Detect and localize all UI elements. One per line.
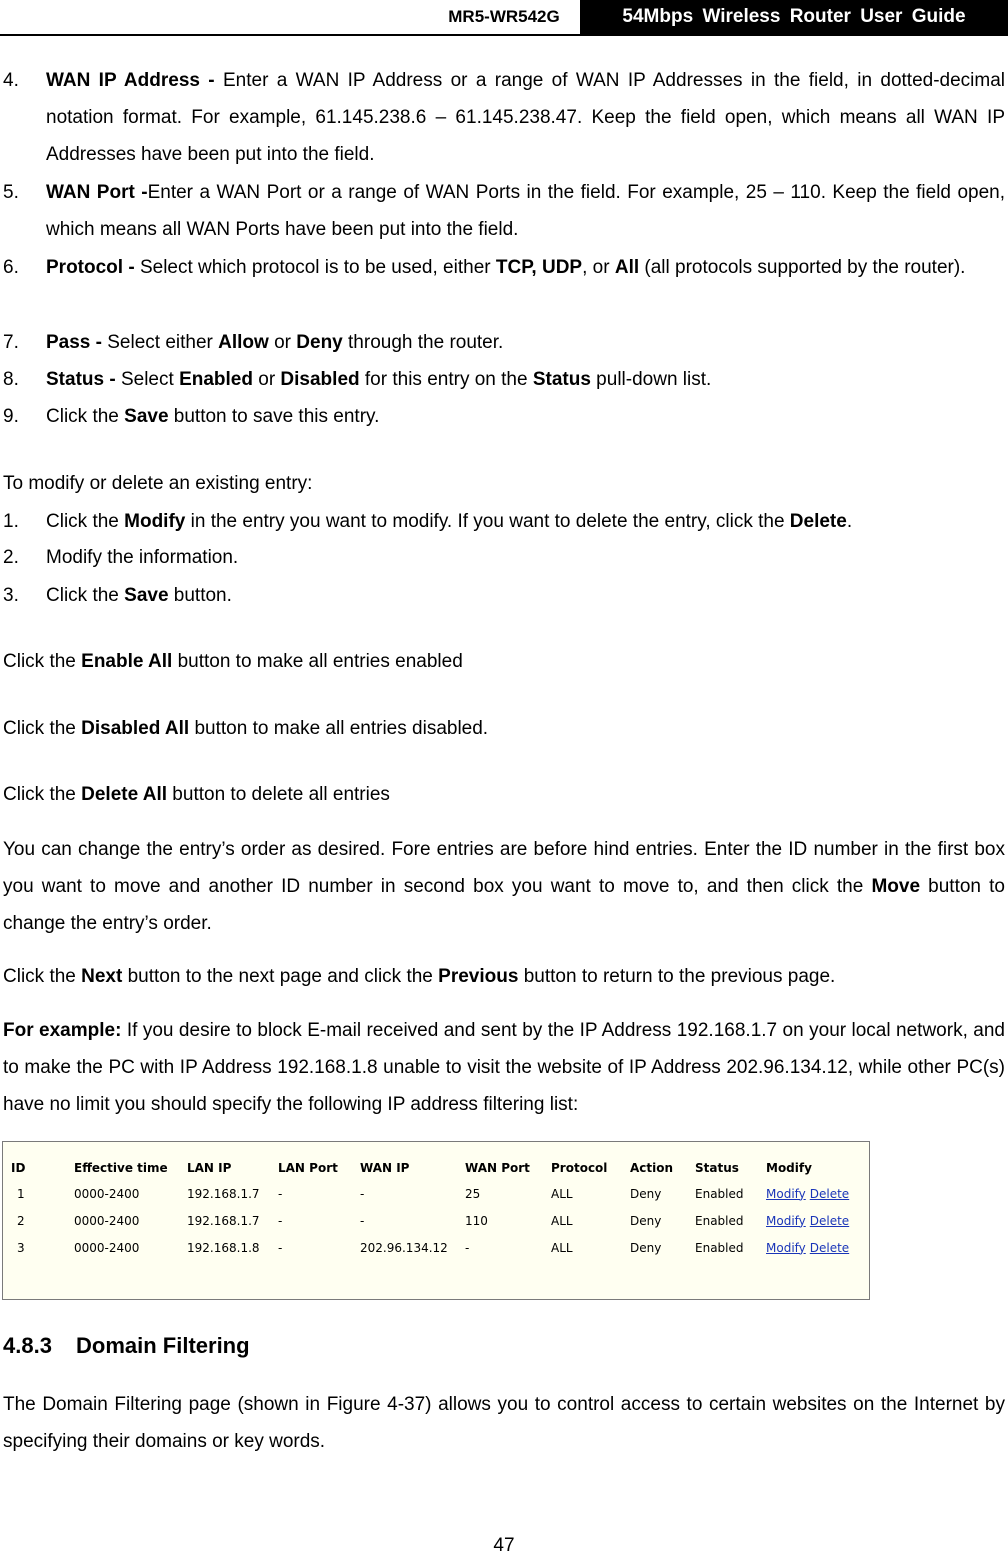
- model-name: MR5-WR542G: [448, 7, 560, 26]
- cell-modify: [766, 1207, 866, 1234]
- page-header: [0, 0, 1008, 36]
- col-status: Status: [695, 1161, 739, 1175]
- col-protocol: Protocol: [551, 1161, 608, 1175]
- col-id: ID: [11, 1161, 26, 1175]
- step-text: Click the Modify in the entry you want to modify. If you want to delete the entry, click the Delete.: [46, 511, 853, 532]
- table-header-row: [11, 1156, 866, 1180]
- cell-effective-time: 0000-2400: [74, 1240, 140, 1255]
- page-number: 47: [493, 1535, 515, 1556]
- cell-status: Enabled: [695, 1240, 744, 1255]
- step-text: WAN IP Address - Enter a WAN IP Address or a range of WAN IP Addresses in the field, in dotted-decimal notation format. For example, 61.145.238.6 – 61.145.238.47. Keep the field open, which means all WAN IP Addresses have been put into the field.: [46, 70, 1006, 165]
- cell-action: Deny: [630, 1240, 662, 1255]
- col-wan-port: WAN Port: [465, 1161, 530, 1175]
- ip-filter-table: [11, 1156, 866, 1261]
- cell-modify: [766, 1180, 866, 1207]
- example-para: For example: If you desire to block E-mail received and sent by the IP Address 192.168.1.7 on your local network, and to make the PC with IP Address 192.168.1.8 unable to visit the website of IP Address 202.96.134.12, while other PC(s) have no limit you should specify the following IP address filtering list:: [3, 1020, 1005, 1115]
- modify-intro: To modify or delete an existing entry:: [3, 473, 313, 494]
- cell-id: 2: [17, 1213, 25, 1228]
- delete-link[interactable]: Delete: [809, 1213, 850, 1228]
- modify-link[interactable]: Modify: [766, 1240, 806, 1255]
- section-heading: [3, 1333, 250, 1359]
- delete-link[interactable]: Delete: [809, 1186, 850, 1201]
- cell-action: Deny: [630, 1186, 662, 1201]
- step-text: Modify the information.: [46, 547, 239, 568]
- cell-id: 3: [17, 1240, 25, 1255]
- col-effective-time: Effective time: [74, 1161, 168, 1175]
- step-number: 6.: [3, 257, 19, 278]
- cell-wan-port: 25: [465, 1186, 481, 1201]
- cell-id: 1: [17, 1186, 25, 1201]
- step-text: Click the Save button to save this entry.: [46, 406, 380, 427]
- cell-effective-time: 0000-2400: [74, 1213, 140, 1228]
- step-text: WAN Port -Enter a WAN Port or a range of WAN Ports in the field. For example, 25 – 110. Keep the field open, which means all WAN Ports have been put into the field.: [46, 182, 1006, 240]
- cell-action: Deny: [630, 1213, 662, 1228]
- cell-lan-port: -: [278, 1240, 283, 1255]
- cell-effective-time: 0000-2400: [74, 1186, 140, 1201]
- enable-all-para: Click the Enable All button to make all entries enabled: [3, 651, 463, 672]
- table-row: [11, 1234, 866, 1261]
- cell-protocol: ALL: [551, 1213, 573, 1228]
- next-para: Click the Next button to the next page and click the Previous button to return to the previous page.: [3, 966, 836, 987]
- delete-link[interactable]: Delete: [809, 1240, 850, 1255]
- cell-status: Enabled: [695, 1213, 744, 1228]
- section-title: Domain Filtering: [76, 1333, 250, 1358]
- section-para: The Domain Filtering page (shown in Figure 4-37) allows you to control access to certain websites on the Internet by specifying their domains or key words.: [3, 1394, 1005, 1452]
- ip-filter-table-figure: [2, 1141, 870, 1300]
- cell-lan-ip: 192.168.1.7: [187, 1213, 260, 1228]
- cell-wan-ip: -: [360, 1213, 365, 1228]
- cell-status: Enabled: [695, 1186, 744, 1201]
- step-number: 9.: [3, 406, 19, 427]
- table-row: [11, 1207, 866, 1234]
- cell-lan-port: -: [278, 1186, 283, 1201]
- col-wan-ip: WAN IP: [360, 1161, 410, 1175]
- delete-all-para: Click the Delete All button to delete all entries: [3, 784, 390, 805]
- cell-wan-ip: -: [360, 1186, 365, 1201]
- table-row: [11, 1180, 866, 1207]
- step-text: Pass - Select either Allow or Deny through the router.: [46, 332, 504, 353]
- col-modify: Modify: [766, 1161, 812, 1175]
- cell-wan-port: -: [465, 1240, 470, 1255]
- step-number: 3.: [3, 585, 19, 606]
- col-lan-ip: LAN IP: [187, 1161, 232, 1175]
- step-number: 8.: [3, 369, 19, 390]
- guide-title: 54Mbps Wireless Router User Guide: [580, 0, 1008, 34]
- modify-link[interactable]: Modify: [766, 1213, 806, 1228]
- step-text: Click the Save button.: [46, 585, 232, 606]
- cell-protocol: ALL: [551, 1240, 573, 1255]
- step-number: 4.: [3, 70, 19, 91]
- step-text: Protocol - Select which protocol is to be used, either TCP, UDP, or All (all protocols supported by the router).: [46, 257, 966, 278]
- move-para: You can change the entry’s order as desired. Fore entries are before hind entries. Enter the ID number in the first box you want to move and another ID number in second box you want to move to, and then click the Move button to change the entry’s order.: [3, 839, 1005, 934]
- step-number: 1.: [3, 511, 19, 532]
- col-lan-port: LAN Port: [278, 1161, 338, 1175]
- section-number: 4.8.3: [3, 1333, 52, 1358]
- cell-wan-port: 110: [465, 1213, 488, 1228]
- disabled-all-para: Click the Disabled All button to make all entries disabled.: [3, 718, 489, 739]
- header-rule: [0, 34, 1008, 36]
- col-action: Action: [630, 1161, 674, 1175]
- cell-modify: [766, 1234, 866, 1261]
- cell-lan-ip: 192.168.1.7: [187, 1186, 260, 1201]
- cell-wan-ip: 202.96.134.12: [360, 1240, 448, 1255]
- step-number: 5.: [3, 182, 19, 203]
- step-number: 2.: [3, 547, 19, 568]
- cell-lan-port: -: [278, 1213, 283, 1228]
- cell-protocol: ALL: [551, 1186, 573, 1201]
- modify-link[interactable]: Modify: [766, 1186, 806, 1201]
- step-number: 7.: [3, 332, 19, 353]
- cell-lan-ip: 192.168.1.8: [187, 1240, 260, 1255]
- step-text: Status - Select Enabled or Disabled for this entry on the Status pull-down list.: [46, 369, 712, 390]
